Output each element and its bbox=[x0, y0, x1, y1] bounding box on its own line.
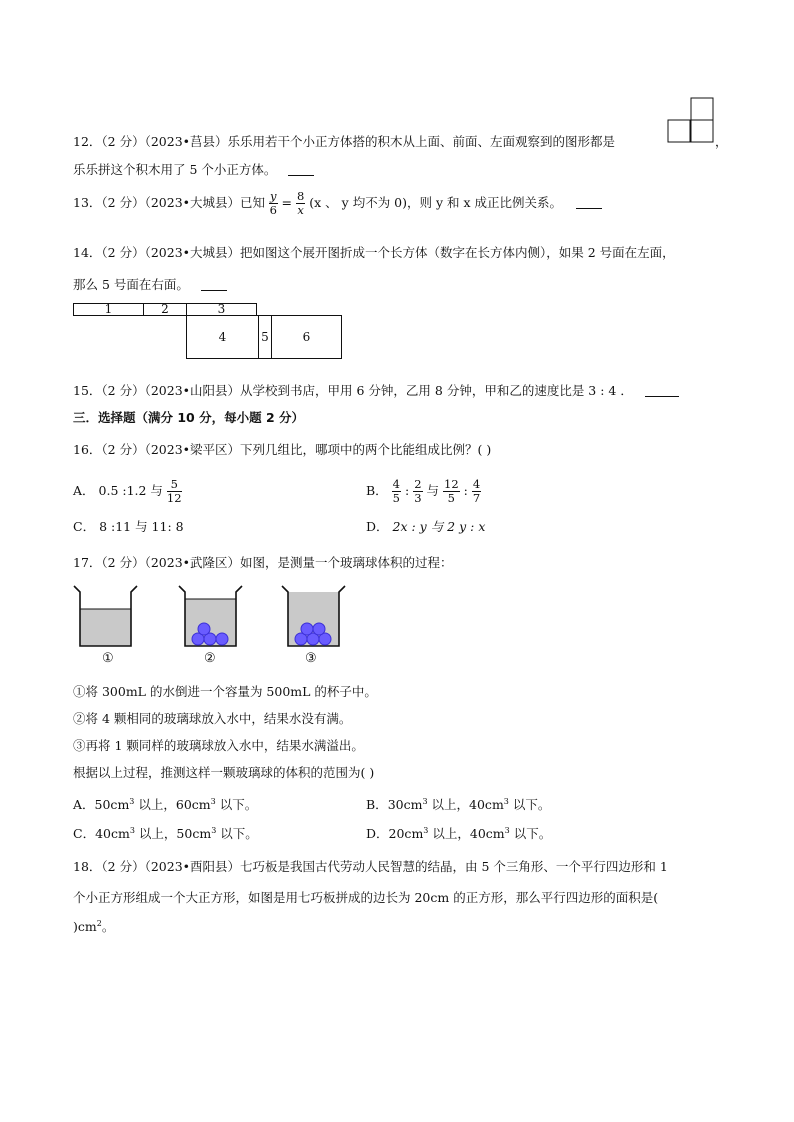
q17-step2: ②将 4 颗相同的玻璃球放入水中，结果水没有满。 bbox=[73, 711, 352, 726]
q18-line3-exp: 2 bbox=[96, 918, 102, 928]
beaker-3-icon bbox=[282, 586, 345, 646]
q16-option-c[interactable] bbox=[73, 517, 184, 535]
q17-a-label: A． bbox=[73, 797, 95, 812]
q13-prefix: 13．（2 分）（2023•大城县）已知 bbox=[73, 195, 266, 210]
q16-c-label: C． bbox=[73, 519, 96, 534]
q17-a-exp1: 3 bbox=[129, 796, 135, 806]
q16-b-f4-num: 4 bbox=[472, 477, 481, 491]
q17-c-exp2: 3 bbox=[211, 825, 217, 835]
q16-b-f2-num: 2 bbox=[414, 477, 422, 491]
q18-line3 bbox=[73, 917, 114, 935]
q12-answer-blank[interactable] bbox=[288, 163, 314, 176]
q16-b-colon1: : bbox=[404, 483, 410, 498]
q17-a-exp2: 3 bbox=[210, 796, 216, 806]
q14-face-3: 3 bbox=[186, 303, 257, 316]
q13-fraction-8-x bbox=[296, 191, 305, 216]
q13-fraction-y-6 bbox=[269, 191, 278, 216]
q17-b-p3: 以下。 bbox=[512, 797, 551, 812]
q16-option-a[interactable] bbox=[73, 479, 182, 504]
q16-d-label: D． bbox=[366, 519, 389, 534]
q17-question: 根据以上过程，推测这样一颗玻璃球的体积的范围为( ) bbox=[73, 765, 375, 780]
section3-title: 三．选择题（满分 10 分，每小题 2 分） bbox=[73, 410, 305, 425]
q12-line2 bbox=[73, 160, 314, 178]
q16-b-f2-den: 3 bbox=[414, 490, 422, 505]
q14-face-1: 1 bbox=[73, 303, 144, 316]
q17-caption-3: ③ bbox=[305, 651, 317, 666]
q14-line2-text: 那么 5 号面在右面。 bbox=[73, 277, 189, 292]
q16-b-f1-num: 4 bbox=[392, 477, 400, 491]
q16-b-frac4 bbox=[472, 479, 481, 504]
q14-face-2: 2 bbox=[143, 303, 187, 316]
q17-d-label: D． bbox=[366, 826, 389, 841]
q17-b-exp1: 3 bbox=[422, 796, 428, 806]
q16-b-f3-num: 12 bbox=[444, 477, 459, 491]
q17-d-p2: 以上，40cm bbox=[432, 826, 505, 841]
q13-suffix: (x 、 y 均不为 0)，则 y 和 x 成正比例关系。 bbox=[309, 195, 562, 210]
q13-f1-den: 6 bbox=[269, 202, 277, 217]
q17-step1: ①将 300mL 的水倒进一个容量为 500mL 的杯子中。 bbox=[73, 684, 377, 699]
q15-text: 15．（2 分）（2023•山阳县）从学校到书店，甲用 6 分钟，乙用 8 分钟，甲和乙的速度比是 3 : 4 ． bbox=[73, 383, 633, 398]
q16-a-den: 12 bbox=[166, 490, 182, 505]
q12-line1 bbox=[73, 132, 615, 150]
q12-comma: ， bbox=[715, 134, 728, 149]
q17-c-exp1: 3 bbox=[129, 825, 135, 835]
q17-b-exp2: 3 bbox=[503, 796, 509, 806]
q16-b-frac1 bbox=[392, 479, 401, 504]
q17-caption-1: ① bbox=[102, 651, 114, 666]
q16-b-f4-den: 7 bbox=[472, 490, 481, 505]
q12-line2-text: 乐乐拼这个积木用了 5 个小正方体。 bbox=[73, 162, 277, 177]
q16-a-num: 5 bbox=[167, 479, 182, 492]
q12-view-figure bbox=[667, 97, 715, 145]
q16-b-label: B． bbox=[366, 483, 388, 498]
q16-b-frac2 bbox=[413, 479, 422, 504]
q16-a-text: 0.5 :1.2 与 bbox=[98, 483, 163, 498]
q17-b-label: B． bbox=[366, 797, 388, 812]
q17-a-p2: 以上，60cm bbox=[138, 797, 211, 812]
q16-b-f1-den: 5 bbox=[392, 490, 400, 505]
q15-line bbox=[73, 381, 679, 399]
q13-f2-den: x bbox=[297, 202, 304, 217]
q17-a-p1: 50cm bbox=[94, 797, 130, 812]
q17-option-a[interactable] bbox=[73, 795, 257, 813]
q16-d-text: 2x : y 与 2 y : x bbox=[392, 519, 486, 534]
q16-option-b[interactable] bbox=[366, 479, 481, 504]
q17-c-label: C． bbox=[73, 826, 96, 841]
q14-face-6: 6 bbox=[271, 315, 342, 359]
q18-line3-a: )cm bbox=[73, 919, 97, 934]
q17-option-c[interactable] bbox=[73, 824, 258, 842]
q16-option-d[interactable] bbox=[366, 517, 485, 535]
beaker-2-icon bbox=[179, 586, 242, 646]
q17-d-exp2: 3 bbox=[504, 825, 510, 835]
q13-answer-blank[interactable] bbox=[576, 196, 602, 209]
q16-b-frac3 bbox=[443, 479, 460, 504]
q17-d-exp1: 3 bbox=[423, 825, 429, 835]
q14-face-5: 5 bbox=[258, 315, 272, 359]
q18-line2: 个小正方形组成一个大正方形，如图是用七巧板拼成的边长为 20cm 的正方形，那么平行四边形的面积是( bbox=[73, 890, 659, 905]
q17-b-p1: 30cm bbox=[387, 797, 423, 812]
q17-beakers-figure bbox=[70, 582, 360, 650]
beaker-1-icon bbox=[74, 586, 137, 646]
q12-text: 12．（2 分）（2023•莒县）乐乐用若干个小正方体搭的积木从上面、前面、左面观察到的图形都是 bbox=[73, 134, 616, 149]
q17-b-p2: 以上，40cm bbox=[431, 797, 504, 812]
q13-f1-num: y bbox=[270, 189, 277, 203]
q15-answer-blank[interactable] bbox=[645, 384, 679, 397]
q17-a-p3: 以下。 bbox=[219, 797, 258, 812]
q17-d-p1: 20cm bbox=[388, 826, 424, 841]
q17-option-d[interactable] bbox=[366, 824, 551, 842]
q16-b-f3-den: 5 bbox=[447, 490, 455, 505]
q18-line3-b: 。 bbox=[101, 919, 115, 934]
q17-c-p2: 以上，50cm bbox=[138, 826, 212, 841]
q14-answer-blank[interactable] bbox=[201, 278, 227, 291]
q14-face-4: 4 bbox=[186, 315, 259, 359]
q17-stem: 17．（2 分）（2023•武隆区）如图，是测量一个玻璃球体积的过程： bbox=[73, 555, 453, 570]
q13-line bbox=[73, 191, 602, 216]
q14-line2 bbox=[73, 275, 227, 293]
q18-line1: 18．（2 分）（2023•酉阳县）七巧板是我国古代劳动人民智慧的结晶，由 5 个三角形、一个平行四边形和 1 bbox=[73, 859, 668, 874]
q16-a-label: A． bbox=[73, 483, 95, 498]
q17-caption-2: ② bbox=[204, 651, 216, 666]
q16-a-fraction bbox=[167, 479, 182, 504]
q16-c-text: 8 :11 与 11: 8 bbox=[99, 519, 184, 534]
q17-option-b[interactable] bbox=[366, 795, 550, 813]
q17-c-p1: 40cm bbox=[95, 826, 130, 841]
q16-b-mid: 与 bbox=[426, 483, 440, 498]
q17-d-p3: 以下。 bbox=[513, 826, 552, 841]
q16-b-colon2: : bbox=[463, 483, 468, 498]
q13-f2-num: 8 bbox=[296, 189, 305, 203]
q14-line1: 14．（2 分）（2023•大城县）把如图这个展开图折成一个长方体（数字在长方体内侧），如果 2 号面在左面， bbox=[73, 245, 675, 260]
q16-stem: 16．（2 分）（2023•梁平区）下列几组比，哪项中的两个比能组成比例？( ) bbox=[73, 442, 492, 457]
q13-eq: = bbox=[281, 195, 292, 210]
q17-step3: ③再将 1 颗同样的玻璃球放入水中，结果水满溢出。 bbox=[73, 738, 364, 753]
q17-c-p3: 以下。 bbox=[220, 826, 258, 841]
